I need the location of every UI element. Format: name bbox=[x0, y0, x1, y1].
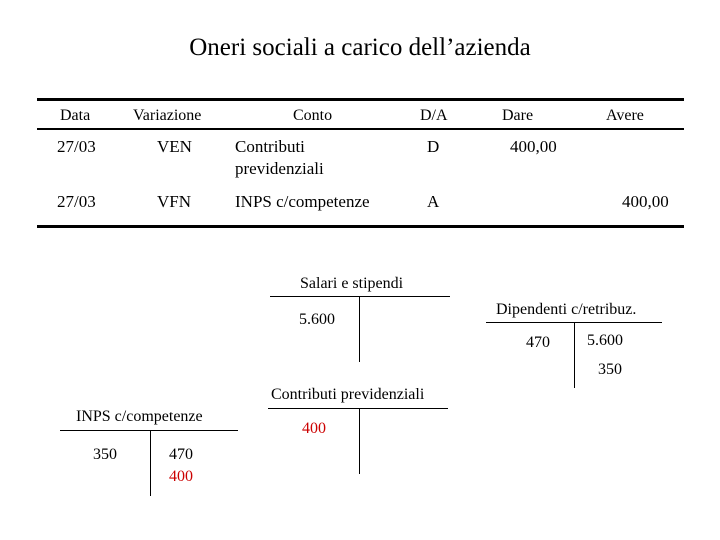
avere-value: 5.600 bbox=[587, 332, 623, 349]
t-account-vertical-rule bbox=[359, 296, 360, 362]
row-account: INPS c/competenze bbox=[235, 192, 370, 211]
row-account-line2: previdenziali bbox=[235, 159, 324, 178]
t-account-horizontal-rule bbox=[268, 408, 448, 409]
t-account-label: Salari e stipendi bbox=[300, 275, 404, 292]
t-account-horizontal-rule bbox=[270, 296, 450, 297]
row-dare: 400,00 bbox=[510, 137, 557, 156]
header-avere: Avere bbox=[606, 107, 644, 124]
avere-value: 400 bbox=[169, 468, 193, 485]
table-header-rule bbox=[37, 128, 684, 130]
row-da: D bbox=[427, 137, 440, 156]
row-variation: VEN bbox=[157, 137, 192, 156]
t-account-label: INPS c/competenze bbox=[76, 408, 203, 425]
header-da: D/A bbox=[420, 107, 448, 124]
header-conto: Conto bbox=[293, 107, 333, 124]
t-account-horizontal-rule bbox=[60, 430, 238, 431]
header-variazione: Variazione bbox=[133, 107, 202, 124]
avere-value: 470 bbox=[169, 446, 193, 463]
t-account-label: Dipendenti c/retribuz. bbox=[496, 301, 637, 318]
avere-value: 350 bbox=[598, 361, 622, 378]
page-title: Oneri sociali a carico dell’azienda bbox=[189, 34, 531, 61]
row-avere: 400,00 bbox=[622, 192, 669, 211]
header-data: Data bbox=[60, 107, 91, 124]
t-account-label: Contributi previdenziali bbox=[271, 386, 425, 403]
row-da: A bbox=[427, 192, 440, 211]
row-account: Contributi bbox=[235, 137, 305, 156]
header-dare: Dare bbox=[502, 107, 534, 124]
t-account-vertical-rule bbox=[574, 322, 575, 388]
dare-value: 5.600 bbox=[299, 311, 335, 328]
table-bottom-rule bbox=[37, 225, 684, 228]
dare-value: 400 bbox=[302, 420, 326, 437]
t-account-vertical-rule bbox=[359, 408, 360, 474]
row-date: 27/03 bbox=[57, 137, 96, 156]
row-date: 27/03 bbox=[57, 192, 96, 211]
table-top-rule bbox=[37, 98, 684, 101]
row-variation: VFN bbox=[157, 192, 192, 211]
t-account-vertical-rule bbox=[150, 430, 151, 496]
dare-value: 350 bbox=[93, 446, 117, 463]
dare-value: 470 bbox=[526, 334, 550, 351]
